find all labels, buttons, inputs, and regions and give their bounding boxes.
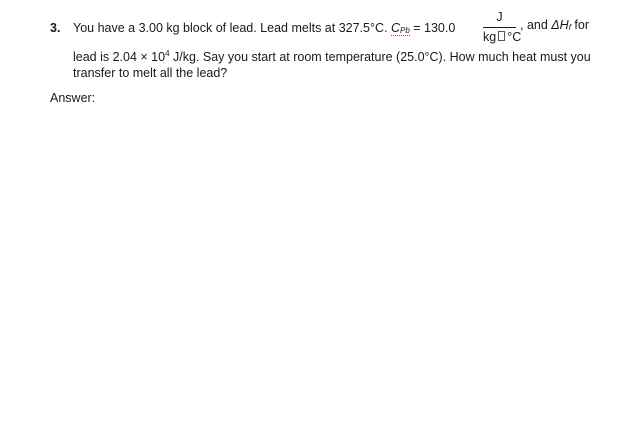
fraction-numerator: J: [496, 10, 503, 24]
fraction-denominator: [483, 30, 522, 44]
cp-subscript: Pb: [399, 26, 410, 35]
enthalpy-of-fusion-symbol: [551, 18, 571, 32]
for-text: for: [570, 18, 590, 32]
cp-letter: C: [390, 21, 400, 35]
question-number: 3.: [50, 21, 61, 35]
line-2-exponent: 4: [165, 49, 170, 58]
question-line-1-continued: [520, 18, 589, 32]
question-line-1-text: You have a 3.00 kg block of lead. Lead melts at 327.5°C.: [73, 21, 391, 35]
unit-fraction: [483, 10, 522, 46]
missing-glyph-box-icon: [498, 31, 505, 41]
line-2-start: lead is 2.04 × 10: [73, 50, 166, 64]
comma: ,: [520, 18, 524, 32]
question-line-3: transfer to melt all the lead?: [73, 66, 228, 80]
specific-heat-symbol: [391, 21, 410, 36]
delta-h-letters: ΔH: [551, 18, 569, 32]
delta-h-subscript: f: [568, 23, 571, 32]
and-text: and: [523, 18, 552, 32]
question-line-1: [73, 21, 455, 35]
answer-label: Answer:: [50, 91, 96, 105]
cp-value: = 130.0: [409, 21, 456, 35]
fraction-bar: [483, 27, 516, 28]
fraction-den-left: kg: [483, 30, 497, 44]
line-2-end: J/kg. Say you start at room temperature (25.0°C). How much heat must you: [169, 50, 591, 64]
fraction-den-right: °C: [507, 30, 522, 44]
question-line-2: [73, 49, 591, 64]
